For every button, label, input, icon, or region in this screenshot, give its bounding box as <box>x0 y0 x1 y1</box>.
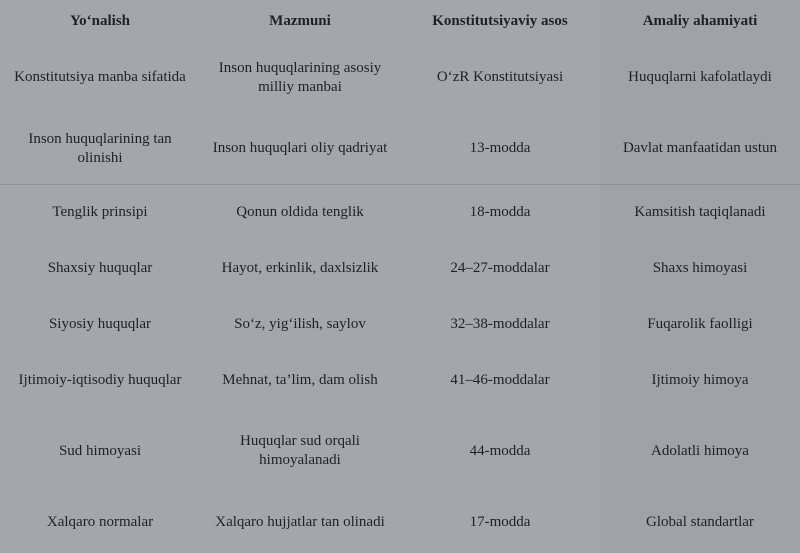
table-row <box>0 408 800 494</box>
cell-direction: Sud himoyasi <box>58 442 142 459</box>
cell-basis: O‘zR Konstitutsiyasi <box>436 69 564 85</box>
cell-significance: Kamsitish taqiqlanadi <box>634 203 766 220</box>
cell-content: Xalqaro hujjatlar tan olinadi <box>215 513 385 530</box>
cell-basis: 13-modda <box>469 140 531 156</box>
header-practical-significance: Amaliy ahamiyati <box>642 12 758 29</box>
cell-content: Inson huquqlarining asosiy milliy manbai <box>218 59 382 95</box>
table-row <box>0 184 800 240</box>
table-row <box>0 494 800 550</box>
cell-significance: Fuqarolik faolligi <box>647 315 753 332</box>
cell-basis: 18-modda <box>469 203 531 220</box>
header-direction: Yo‘nalish <box>69 12 131 29</box>
table-row <box>0 42 800 113</box>
cell-direction: Ijtimoiy-iqtisodiy huquqlar <box>18 371 182 388</box>
header-content: Mazmuni <box>269 12 331 29</box>
cell-significance: Adolatli himoya <box>651 442 749 459</box>
cell-basis: 41–46-moddalar <box>450 371 550 388</box>
cell-significance: Davlat manfaatidan ustun <box>622 140 778 156</box>
cell-direction: Tenglik prinsipi <box>52 203 148 220</box>
cell-content: So‘z, yig‘ilish, saylov <box>234 315 366 332</box>
cell-content: Mehnat, ta’lim, dam olish <box>222 371 378 388</box>
cell-significance: Ijtimoiy himoya <box>651 371 749 388</box>
cell-content: Inson huquqlari oliy qadriyat <box>212 140 388 156</box>
cell-basis: 24–27-moddalar <box>450 259 550 276</box>
table-row <box>0 296 800 352</box>
cell-direction: Siyosiy huquqlar <box>48 315 152 332</box>
table-row <box>0 113 800 184</box>
cell-direction: Shaxsiy huquqlar <box>47 259 153 276</box>
table-row <box>0 352 800 408</box>
cell-direction: Xalqaro normalar <box>46 513 154 530</box>
cell-content: Qonun oldida tenglik <box>236 203 364 220</box>
table-row <box>0 240 800 296</box>
cell-basis: 44-modda <box>469 442 531 459</box>
cell-direction: Inson huquqlarining tan olinishi <box>28 130 172 166</box>
cell-basis: 17-modda <box>469 513 531 530</box>
cell-direction: Konstitutsiya manba sifatida <box>14 69 186 85</box>
cell-content: Hayot, erkinlik, daxlsizlik <box>221 259 379 276</box>
header-constitutional-basis: Konstitutsiyaviy asos <box>432 12 568 29</box>
header-row <box>0 0 800 42</box>
cell-basis: 32–38-moddalar <box>450 315 550 332</box>
cell-significance: Shaxs himoyasi <box>652 259 748 276</box>
cell-significance: Huquqlarni kafolatlaydi <box>628 69 772 85</box>
cell-significance: Global standartlar <box>646 513 754 530</box>
cell-content: Huquqlar sud orqali himoyalanadi <box>240 433 360 468</box>
